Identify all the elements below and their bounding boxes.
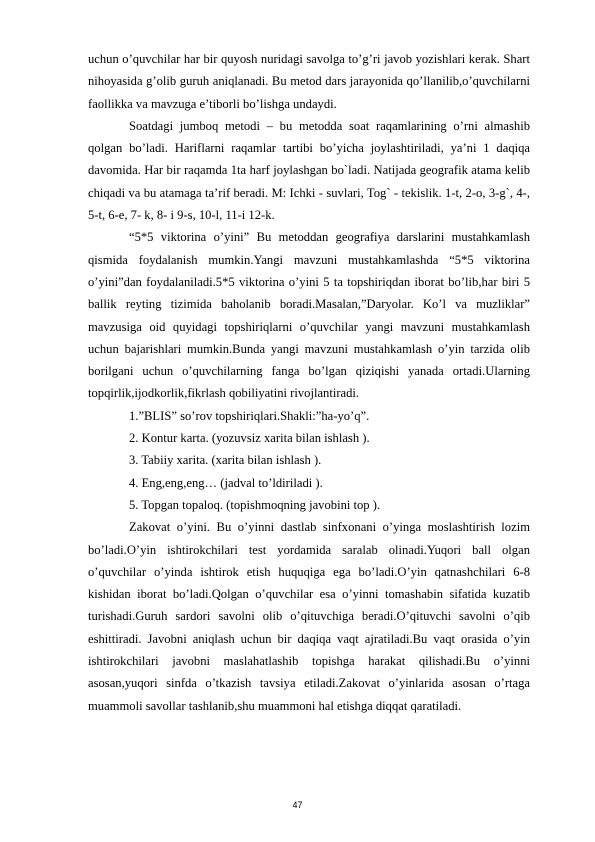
list-item: 5. Topgan topaloq. (topishmoqning javobini top ). bbox=[129, 497, 381, 512]
page-number: 47 bbox=[292, 800, 303, 810]
paragraph-zakovat: Zakovat o’yini. Bu o’yinni dastlab sinfxonani o’yinga moslashtirish lozim bo’ladi.O’yin ishtirokchilari test yordamida saralab olinadi.Yuqori ball olgan o’quvchilar o’yinda ishtirok etish huquqiga ega bo’ladi.O’yin qatnashchilari 6-8 kishidan iborat bo’ladi.Qolgan o’quvchilar esa o’yinni tomashabin sifatida kuzatib turishadi.Guruh sardori savolni olib o’qituvchiga beradi.O’qituvchi savolni o’qib eshittiradi. Javobni aniqlash uchun bir daqiqa vaqt ajratiladi.Bu vaqt orasida o’yin ishtirokchilari javobni maslahatlashib topishga harakat qilishadi.Bu o’yinni asosan,yuqori sinfda o’tkazish tavsiya etiladi.Zakovat o’yinlarida asosan o’rtaga muammoli savollar tashlanib,shu muammoni hal etishga diqqat qaratiladi. bbox=[88, 520, 530, 713]
paragraph-soatdagi-jumboq: Soatdagi jumboq metodi – bu metodda soat raqamlarining o’rni almashib qolgan bo’ladi. Hariflarni raqamlar tartibi bo’yicha joylashtiriladi, ya’ni 1 daqiqa davomida. Har bir raqamda 1ta harf joylashgan bo`ladi. Natijada geografik atama kelib chiqadi va bu atamaga ta’rif beradi. M: Ichki - suvlari, Tog` - tekislik. 1-t, 2-o, 3-g`, 4-, 5-t, 6-e, 7- k, 8- i 9-s, 10-l, 11-i 12-k. bbox=[88, 118, 530, 223]
task-list bbox=[88, 405, 530, 516]
list-item: 4. Eng,eng,eng… (jadval to’ldiriladi ). bbox=[129, 475, 323, 490]
document-page bbox=[88, 48, 530, 717]
paragraph-viktorina: “5*5 viktorina o’yini” Bu metoddan geografiya darslarini mustahkamlash qismida foydalanish mumkin.Yangi mavzuni mustahkamlashda “5*5 viktorina o’yini”dan foydalaniladi.5*5 viktorina o’yini 5 ta topshiriqdan iborat bo’lib,har biri 5 ballik reyting tizimida baholanib boradi.Masalan,”Daryolar. Ko’l va muzliklar” mavzusiga oid quyidagi topshiriqlarni o’quvchilar yangi mavzuni mustahkamlash uchun bajarishlari mumkin.Bunda yangi mavzuni mustahkamlash o’yin tarzida olib borilgani uchun o’quvchilarning fanga bo’lgan qiziqishi yanada ortadi.Ularning topqirlik,ijodkorlik,fikrlash qobiliyatini rivojlantiradi. bbox=[88, 230, 530, 401]
list-item: 2. Kontur karta. (yozuvsiz xarita bilan ishlash ). bbox=[129, 431, 370, 446]
list-item: 3. Tabiiy xarita. (xarita bilan ishlash ). bbox=[129, 453, 322, 468]
paragraph-continuation: uchun o’quvchilar har bir quyosh nuridagi savolga to’g’ri javob yozishlari kerak. Shart nihoyasida g’olib guruh aniqlanadi. Bu metod dars jarayonida qo’llanilib,o’quvchilarni faollikka va mavzuga e’tiborli bo’lishga undaydi. bbox=[88, 52, 530, 111]
list-item: 1.”BLIS” so’rov topshiriqlari.Shakli:”ha-yo’q”. bbox=[129, 408, 370, 423]
